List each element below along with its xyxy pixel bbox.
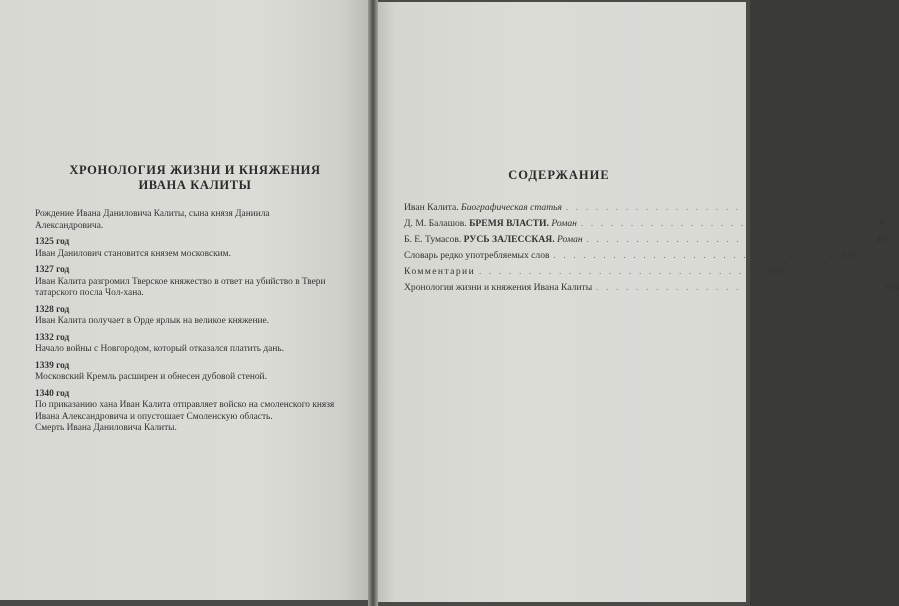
toc-row <box>404 247 857 263</box>
toc-entry-genre: Роман <box>551 218 577 229</box>
chronology-year: 1340 год <box>35 388 70 399</box>
toc-page-number: 622 <box>843 250 857 260</box>
chronology-year: 1332 год <box>35 332 70 343</box>
toc-entry-title: Иван Калита. <box>404 202 459 213</box>
toc-leader-dots: . . . . . . . . . . . . . . . . . . . . . . . . . . . . <box>586 235 862 244</box>
right-page <box>374 2 899 602</box>
toc-page-number: 629 <box>768 266 783 276</box>
chronology-list <box>35 209 335 435</box>
chronology-event: По приказанию хана Иван Калита отправляет войско на смоленского князя Ивана Александровича и опустошает Смоленскую область. <box>35 400 335 422</box>
toc-entry-genre: Роман <box>557 234 583 245</box>
toc-leader-dots: . . . . . . . . . . . . . . . . . . . . . . . . . . . . <box>553 251 829 260</box>
table-of-contents <box>404 199 899 295</box>
chronology-heading-line2: ИВАНА КАЛИТЫ <box>138 178 252 192</box>
chronology-event: Иван Калита получает в Орде ярлык на великое княжение. <box>35 316 270 326</box>
toc-title: СОДЕРЖАНИЕ <box>508 168 610 182</box>
chronology-year: 1327 год <box>35 265 70 275</box>
toc-row <box>404 215 884 231</box>
chronology-year: 1325 год <box>35 237 70 247</box>
chronology-final: Смерть Ивана Даниловича Калиты. <box>35 423 177 433</box>
chronology-year: 1328 год <box>35 304 70 315</box>
toc-entry-title: Словарь редко употребляемых слов <box>404 250 550 261</box>
toc-entry-title: БРЕМЯ ВЛАСТИ. <box>469 218 549 229</box>
toc-row <box>404 199 869 215</box>
chronology-event: Московский Кремль расширен и обнесен дубовой стеной. <box>35 372 267 382</box>
toc-entry-title: Хронология жизни и княжения Ивана Калиты <box>404 282 593 293</box>
toc-page-number: 9 <box>879 218 884 228</box>
toc-page-number: 5 <box>864 202 869 212</box>
toc-leader-dots: . . . . . . . . . . . . . . . . . . . . . . . . . . . . <box>580 219 856 228</box>
chronology-intro: Рождение Ивана Даниловича Калиты, сына князя Даниила Александровича. <box>35 209 270 231</box>
toc-leader-dots: . . . . . . . . . . . . . . . . . . . . . . . . . . . . <box>565 203 841 212</box>
toc-leader-dots: . . . . . . . . . . . . . . . . . . . . . . . . . . . . <box>479 267 755 276</box>
chronology-year: 1339 год <box>35 360 70 371</box>
toc-page-number: 405 <box>876 234 890 244</box>
toc-entry-author: Д. М. Балашов. <box>404 218 467 229</box>
toc-page-number: 636 <box>885 282 899 292</box>
book-spine-gutter <box>368 0 378 606</box>
toc-row <box>404 263 783 279</box>
chronology-event: Начало войны с Новгородом, который отказался платить дань. <box>35 344 284 354</box>
toc-row <box>404 279 899 295</box>
left-page <box>0 0 372 600</box>
toc-row <box>404 231 890 247</box>
toc-entry-title: РУСЬ ЗАЛЕССКАЯ. <box>463 234 555 245</box>
toc-entry-genre: Биографическая статья <box>461 202 562 213</box>
toc-entry-title: Комментарии <box>404 266 476 277</box>
chronology-heading-line1: ХРОНОЛОГИЯ ЖИЗНИ И КНЯЖЕНИЯ <box>69 163 321 177</box>
chronology-event: Иван Калита разгромил Тверское княжество в ответ на убийство в Твери татарского посла Чол-хана. <box>35 276 326 298</box>
chronology-event: Иван Данилович становится князем московским. <box>35 248 231 259</box>
toc-entry-author: Б. Е. Тумасов. <box>404 234 462 245</box>
toc-leader-dots: . . . . . . . . . . . . . . . . . . . . . . . . . . . . <box>596 283 872 292</box>
